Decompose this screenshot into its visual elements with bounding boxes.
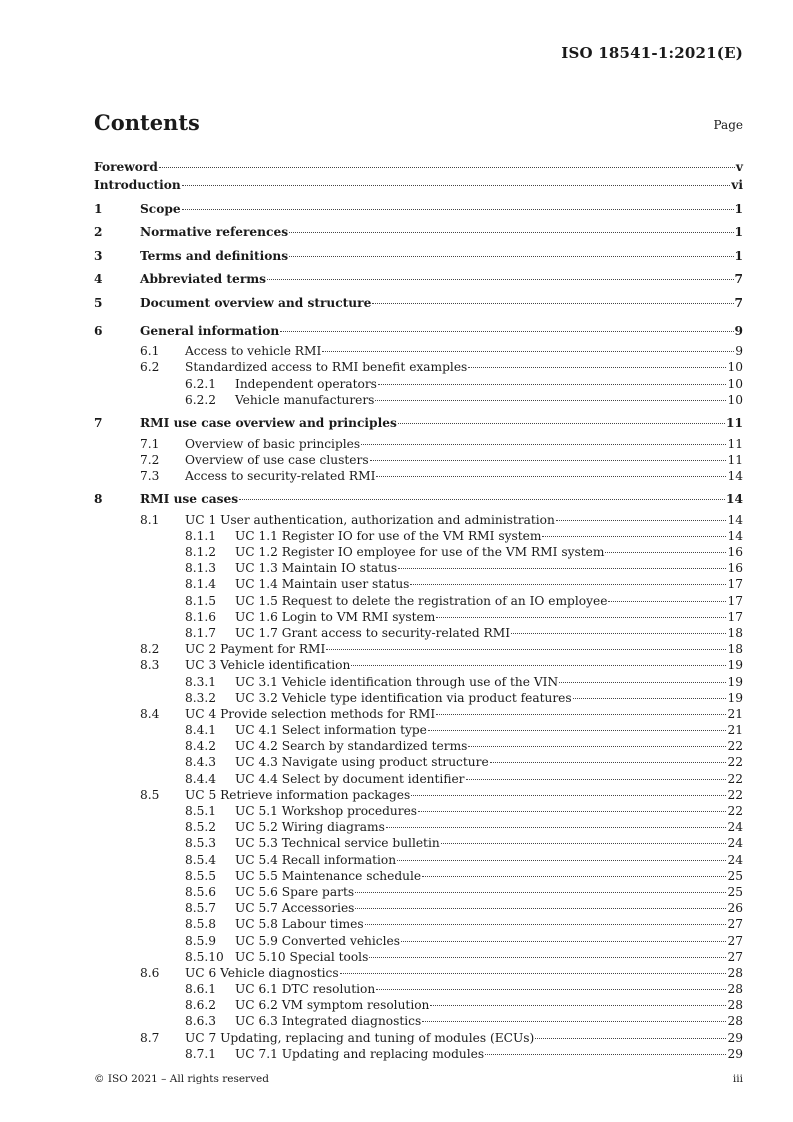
toc-leader-dots: [468, 744, 726, 747]
toc-leader-dots: [372, 301, 733, 304]
toc-entry[interactable]: [94, 690, 743, 706]
toc-leader-dots: [267, 277, 734, 280]
toc-entry-title: UC 7.1 Updating and replacing modules: [235, 1046, 485, 1061]
toc-entry-page: 17: [727, 593, 743, 608]
toc-entry[interactable]: [94, 722, 743, 738]
page-column-label: Page: [713, 118, 743, 132]
toc-leader-dots: [573, 696, 727, 699]
toc-entry-number: 8: [94, 492, 103, 507]
toc-leader-dots: [608, 599, 726, 602]
toc-entry-title: UC 5.6 Spare parts: [235, 884, 355, 899]
toc-leader-dots: [422, 874, 726, 877]
toc-entry[interactable]: [94, 657, 743, 673]
toc-entry-number: 7.2: [140, 452, 160, 467]
toc-entry-number: 8.2: [140, 642, 160, 657]
toc-entry-page: 9: [734, 323, 743, 338]
toc-leader-dots: [322, 349, 734, 352]
toc-entry-title: Terms and definitions: [140, 248, 289, 263]
toc-entry-number: 8.1: [140, 512, 160, 527]
toc-entry[interactable]: [94, 174, 743, 198]
toc-entry[interactable]: [94, 916, 743, 932]
toc-leader-dots: [490, 760, 727, 763]
toc-entry-number: 8.6.1: [185, 982, 217, 997]
toc-entry-title: UC 1.1 Register IO for use of the VM RMI system: [235, 528, 542, 543]
toc-entry-number: 8.4: [140, 706, 160, 721]
toc-entry-title: UC 4 Provide selection methods for RMI: [185, 706, 436, 721]
toc-entry[interactable]: [94, 1013, 743, 1029]
toc-entry-title: UC 4.2 Search by standardized terms: [235, 739, 468, 754]
toc-entry-number: 8.5.2: [185, 820, 217, 835]
toc-entry-title: UC 1.3 Maintain IO status: [235, 561, 398, 576]
toc-entry[interactable]: [94, 949, 743, 965]
toc-entry-page: 27: [727, 933, 743, 948]
toc-entry-page: 19: [727, 690, 743, 705]
toc-entry-number: 8.5.3: [185, 836, 217, 851]
toc-entry[interactable]: [94, 292, 743, 316]
toc-entry-number: 8.5.9: [185, 933, 217, 948]
toc-entry-number: 5: [94, 295, 103, 310]
toc-leader-dots: [466, 777, 727, 780]
toc-entry-page: 9: [735, 344, 743, 359]
toc-entry-page: 18: [727, 642, 743, 657]
toc-entry-number: 1: [94, 201, 103, 216]
toc-entry-title: Vehicle manufacturers: [235, 392, 375, 407]
toc-entry[interactable]: [94, 738, 743, 754]
toc-entry[interactable]: [94, 544, 743, 560]
toc-entry-page: 28: [727, 965, 743, 980]
toc-entry-page: 27: [727, 949, 743, 964]
toc-leader-dots: [398, 566, 726, 569]
toc-leader-dots: [375, 398, 726, 401]
toc-entry-title: UC 5.2 Wiring diagrams: [235, 820, 385, 835]
toc-entry-number: 8.5.5: [185, 868, 217, 883]
toc-entry[interactable]: [94, 468, 743, 484]
toc-entry-page: 28: [727, 998, 743, 1013]
toc-leader-dots: [182, 183, 730, 186]
toc-leader-dots: [542, 534, 726, 537]
toc-entry-number: 7.3: [140, 468, 160, 483]
document-id: ISO 18541-1:2021(E): [561, 44, 743, 62]
toc-entry-title: Introduction: [94, 178, 181, 192]
toc-leader-dots: [376, 474, 726, 477]
toc-entry-number: 8.1.7: [185, 625, 217, 640]
toc-leader-dots: [511, 631, 726, 634]
toc-entry-number: 8.5.4: [185, 852, 217, 867]
toc-entry[interactable]: [94, 997, 743, 1013]
toc-entry-number: 8.4.1: [185, 723, 217, 738]
toc-leader-dots: [401, 939, 727, 942]
toc-entry-page: 21: [727, 723, 743, 738]
toc-entry-page: 14: [727, 468, 743, 483]
toc-entry[interactable]: [94, 835, 743, 851]
toc-entry-number: 8.5.7: [185, 901, 217, 916]
toc-leader-dots: [182, 207, 734, 210]
toc-entry-number: 8.1.1: [185, 528, 217, 543]
toc-entry-page: 17: [727, 577, 743, 592]
toc-entry-number: 6: [94, 323, 103, 338]
toc-entry[interactable]: [94, 452, 743, 468]
toc-entry-title: UC 5.1 Workshop procedures: [235, 804, 418, 819]
toc-entry-page: 29: [727, 1046, 743, 1061]
toc-leader-dots: [436, 712, 726, 715]
toc-entry-title: UC 6.2 VM symptom resolution: [235, 998, 430, 1013]
toc-entry-title: General information: [140, 323, 280, 338]
toc-entry-page: 14: [727, 528, 743, 543]
toc-entry[interactable]: [94, 852, 743, 868]
toc-leader-dots: [355, 890, 726, 893]
toc-leader-dots: [280, 329, 733, 332]
toc-entry-number: 3: [94, 248, 103, 263]
toc-leader-dots: [369, 955, 726, 958]
toc-entry-number: 8.6: [140, 965, 160, 980]
toc-entry-title: UC 5.8 Labour times: [235, 917, 364, 932]
footer-copyright: © ISO 2021 – All rights reserved: [94, 1073, 269, 1085]
toc-entry-number: 8.3.2: [185, 690, 217, 705]
toc-entry-title: UC 5.7 Accessories: [235, 901, 355, 916]
toc-entry-number: 8.1.4: [185, 577, 217, 592]
toc-entry[interactable]: [94, 156, 743, 174]
toc-entry[interactable]: [94, 488, 743, 512]
toc-entry-number: 6.1: [140, 344, 160, 359]
toc-entry-title: Access to security-related RMI: [185, 468, 376, 483]
toc-entry-title: UC 4.1 Select information type: [235, 723, 427, 738]
toc-entry-page: 14: [727, 512, 743, 527]
toc-entry-title: UC 6.1 DTC resolution: [235, 982, 376, 997]
toc-entry-number: 6.2.2: [185, 392, 217, 407]
toc-entry[interactable]: [94, 436, 743, 452]
toc-entry[interactable]: [94, 392, 743, 408]
toc-entry-title: UC 5.3 Technical service bulletin: [235, 836, 440, 851]
toc-entry-page: vi: [731, 178, 743, 192]
toc-entry[interactable]: [94, 359, 743, 375]
toc-leader-dots: [326, 647, 726, 650]
toc-entry-number: 8.3.1: [185, 674, 217, 689]
toc-entry-title: UC 4.4 Select by document identifier: [235, 771, 465, 786]
toc-entry-number: 8.1.6: [185, 609, 217, 624]
toc-leader-dots: [468, 365, 726, 368]
toc-entry[interactable]: [94, 900, 743, 916]
toc-entry-page: 24: [727, 852, 743, 867]
toc-entry-page: 16: [727, 561, 743, 576]
toc-entry-number: 8.7.1: [185, 1046, 217, 1061]
toc-entry-page: 14: [726, 492, 743, 507]
toc-leader-dots: [556, 518, 727, 521]
toc-leader-dots: [605, 550, 726, 553]
toc-entry-title: UC 6 Vehicle diagnostics: [185, 965, 339, 980]
toc-entry-page: 25: [727, 868, 743, 883]
toc-entry-title: UC 5.9 Converted vehicles: [235, 933, 400, 948]
toc-entry[interactable]: [94, 674, 743, 690]
toc-entry-page: 26: [727, 901, 743, 916]
toc-entry-number: 8.3: [140, 658, 160, 673]
toc-entry-title: UC 5.4 Recall information: [235, 852, 397, 867]
toc-leader-dots: [351, 663, 726, 666]
toc-entry[interactable]: [94, 884, 743, 900]
toc-entry-title: RMI use cases: [140, 492, 239, 507]
toc-entry-page: 7: [734, 272, 743, 287]
toc-entry-number: 8.1.5: [185, 593, 217, 608]
toc-entry-number: 8.4.3: [185, 755, 217, 770]
toc-entry-number: 8.1.2: [185, 545, 217, 560]
toc-entry-number: 8.7: [140, 1030, 160, 1045]
toc-leader-dots: [378, 382, 727, 385]
toc-entry-page: 1: [734, 225, 743, 240]
toc-entry[interactable]: [94, 981, 743, 997]
toc-leader-dots: [159, 165, 735, 168]
toc-entry-title: Standardized access to RMI benefit examples: [185, 360, 468, 375]
toc-entry-page: 19: [727, 674, 743, 689]
toc-entry[interactable]: [94, 754, 743, 770]
toc-leader-dots: [386, 825, 727, 828]
toc-leader-dots: [361, 442, 726, 445]
toc-entry[interactable]: [94, 868, 743, 884]
toc-entry[interactable]: [94, 625, 743, 641]
toc-entry-number: 2: [94, 225, 103, 240]
toc-leader-dots: [411, 793, 726, 796]
toc-entry-number: 8.4.2: [185, 739, 217, 754]
toc-leader-dots: [365, 922, 727, 925]
toc-leader-dots: [535, 1036, 726, 1039]
toc-leader-dots: [398, 421, 725, 424]
toc-leader-dots: [410, 582, 726, 585]
toc-entry-page: 27: [727, 917, 743, 932]
toc-leader-dots: [559, 680, 726, 683]
toc-entry[interactable]: [94, 343, 743, 359]
toc-entry-number: 8.5.6: [185, 884, 217, 899]
toc-entry-number: 8.5: [140, 787, 160, 802]
toc-entry[interactable]: [94, 576, 743, 592]
toc-leader-dots: [485, 1052, 726, 1055]
toc-entry[interactable]: [94, 245, 743, 269]
toc-entry-page: 11: [726, 415, 743, 430]
toc-entry[interactable]: [94, 560, 743, 576]
toc-entry-page: 10: [727, 376, 743, 391]
toc-leader-dots: [430, 1003, 726, 1006]
toc-entry-title: Document overview and structure: [140, 295, 372, 310]
toc-entry-page: v: [735, 160, 743, 174]
toc-entry[interactable]: [94, 1030, 743, 1046]
toc-entry-page: 22: [727, 755, 743, 770]
toc-entry-title: Overview of use case clusters: [185, 452, 369, 467]
toc-entry-page: 1: [734, 248, 743, 263]
toc-entry-number: 6.2.1: [185, 376, 217, 391]
toc-leader-dots: [376, 987, 726, 990]
toc-entry-number: 8.5.1: [185, 804, 217, 819]
toc-entry-page: 16: [727, 545, 743, 560]
toc-entry-title: UC 5 Retrieve information packages: [185, 787, 411, 802]
toc-entry[interactable]: [94, 771, 743, 787]
toc-entry-page: 10: [727, 360, 743, 375]
toc-entry-number: 8.6.2: [185, 998, 217, 1013]
toc-entry-title: UC 5.5 Maintenance schedule: [235, 868, 422, 883]
toc-leader-dots: [370, 458, 727, 461]
toc-entry-title: UC 1 User authentication, authorization and administration: [185, 512, 555, 527]
toc-leader-dots: [340, 971, 727, 974]
toc-entry-title: UC 4.3 Navigate using product structure: [235, 755, 489, 770]
toc-entry[interactable]: [94, 706, 743, 722]
toc-entry-number: 8.1.3: [185, 561, 217, 576]
toc-leader-dots: [397, 858, 726, 861]
toc-entry[interactable]: [94, 819, 743, 835]
toc-leader-dots: [418, 809, 726, 812]
toc-entry-title: Access to vehicle RMI: [185, 344, 322, 359]
toc-entry-page: 7: [734, 295, 743, 310]
toc-entry-title: UC 1.4 Maintain user status: [235, 577, 410, 592]
toc-entry[interactable]: [94, 198, 743, 222]
toc-entry-page: 22: [727, 787, 743, 802]
toc-entry-page: 22: [727, 739, 743, 754]
toc-entry-title: Abbreviated terms: [140, 272, 266, 287]
toc-entry-title: UC 3 Vehicle identification: [185, 658, 351, 673]
toc-entry-page: 18: [727, 625, 743, 640]
table-of-contents: [94, 156, 743, 1062]
toc-entry[interactable]: [94, 268, 743, 292]
toc-entry-title: UC 1.7 Grant access to security-related RMI: [235, 625, 511, 640]
toc-entry-page: 25: [727, 884, 743, 899]
toc-entry-number: 7.1: [140, 436, 160, 451]
toc-entry[interactable]: [94, 528, 743, 544]
toc-entry-page: 11: [727, 436, 743, 451]
toc-entry-title: Normative references: [140, 225, 289, 240]
toc-entry[interactable]: [94, 1046, 743, 1062]
toc-entry-page: 22: [727, 804, 743, 819]
toc-leader-dots: [428, 728, 727, 731]
toc-entry[interactable]: [94, 412, 743, 436]
toc-entry-number: 8.5.10: [185, 949, 224, 964]
toc-entry-number: 8.6.3: [185, 1014, 217, 1029]
toc-entry-page: 24: [727, 820, 743, 835]
toc-entry-title: UC 3.2 Vehicle type identification via product features: [235, 690, 572, 705]
toc-entry-title: UC 3.1 Vehicle identification through use of the VIN: [235, 674, 559, 689]
toc-entry-number: 8.4.4: [185, 771, 217, 786]
footer-page-number: iii: [732, 1073, 743, 1085]
toc-entry-page: 1: [734, 201, 743, 216]
toc-entry-page: 24: [727, 836, 743, 851]
toc-entry-number: 6.2: [140, 360, 160, 375]
toc-entry[interactable]: [94, 512, 743, 528]
toc-entry[interactable]: [94, 320, 743, 344]
toc-leader-dots: [355, 906, 726, 909]
toc-leader-dots: [289, 254, 733, 257]
toc-entry-title: RMI use case overview and principles: [140, 415, 397, 430]
toc-entry-title: UC 1.2 Register IO employee for use of the VM RMI system: [235, 545, 605, 560]
toc-entry-title: UC 7 Updating, replacing and tuning of modules (ECUs): [185, 1030, 535, 1045]
toc-entry-title: Foreword: [94, 160, 158, 174]
toc-entry-page: 17: [727, 609, 743, 624]
toc-entry-title: UC 2 Payment for RMI: [185, 642, 326, 657]
toc-entry-page: 22: [727, 771, 743, 786]
toc-entry-title: Scope: [140, 201, 181, 216]
toc-entry-page: 10: [727, 392, 743, 407]
contents-heading: Contents: [94, 110, 200, 135]
toc-entry[interactable]: [94, 221, 743, 245]
toc-entry-page: 29: [727, 1030, 743, 1045]
toc-entry-number: 7: [94, 415, 103, 430]
toc-entry[interactable]: [94, 965, 743, 981]
toc-entry-page: 21: [727, 706, 743, 721]
toc-entry-page: 28: [727, 982, 743, 997]
toc-entry-title: Independent operators: [235, 376, 377, 391]
toc-entry[interactable]: [94, 593, 743, 609]
toc-entry-title: UC 6.3 Integrated diagnostics: [235, 1014, 422, 1029]
toc-leader-dots: [422, 1019, 726, 1022]
toc-leader-dots: [239, 497, 725, 500]
toc-leader-dots: [436, 615, 726, 618]
toc-entry-number: 4: [94, 272, 103, 287]
toc-entry[interactable]: [94, 609, 743, 625]
toc-entry-page: 11: [727, 452, 743, 467]
toc-entry-title: UC 1.6 Login to VM RMI system: [235, 609, 436, 624]
toc-leader-dots: [289, 230, 733, 233]
toc-entry[interactable]: [94, 933, 743, 949]
toc-entry-page: 19: [727, 658, 743, 673]
toc-entry[interactable]: [94, 641, 743, 657]
toc-entry-number: 8.5.8: [185, 917, 217, 932]
toc-entry[interactable]: [94, 803, 743, 819]
toc-entry-title: UC 1.5 Request to delete the registration of an IO employee: [235, 593, 608, 608]
toc-entry[interactable]: [94, 787, 743, 803]
toc-entry[interactable]: [94, 376, 743, 392]
toc-entry-title: Overview of basic principles: [185, 436, 361, 451]
toc-entry-page: 28: [727, 1014, 743, 1029]
toc-leader-dots: [441, 841, 727, 844]
toc-entry-title: UC 5.10 Special tools: [235, 949, 369, 964]
